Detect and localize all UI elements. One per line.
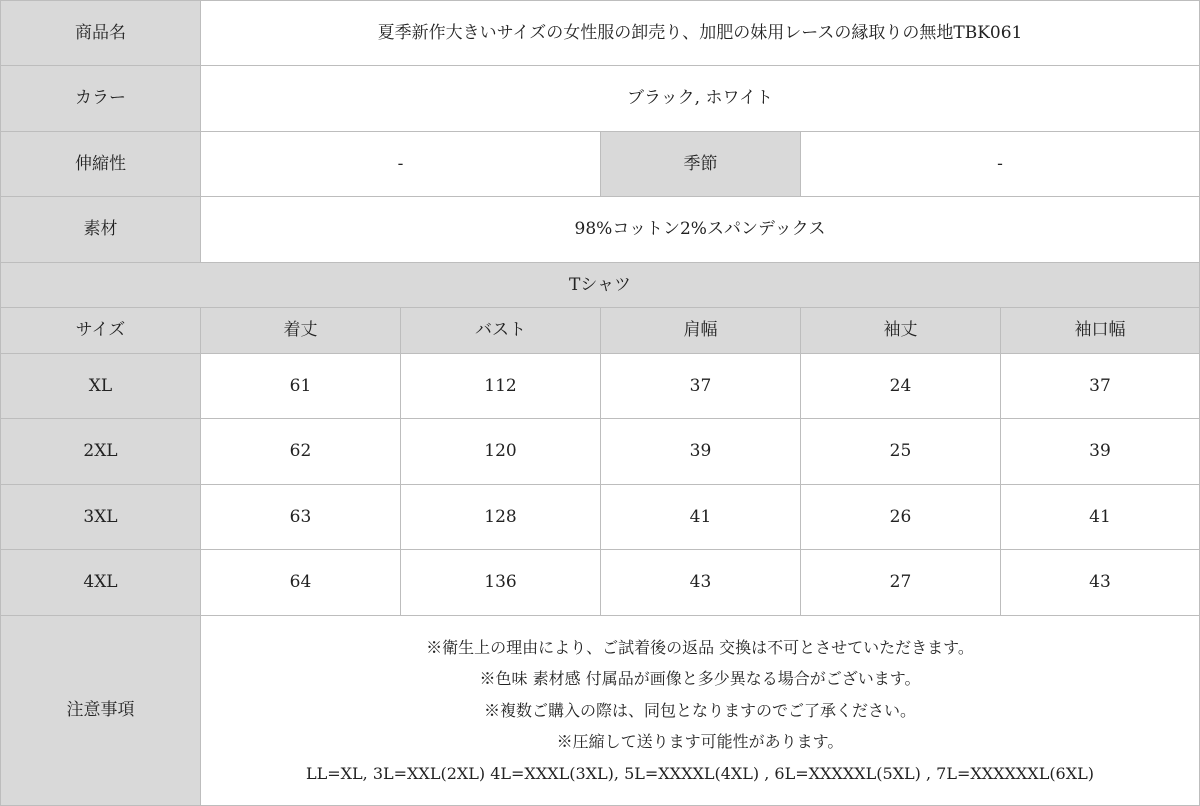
size-cell: 63	[200, 484, 401, 550]
material-value: 98%コットン2%スパンデックス	[200, 196, 1200, 263]
size-cell: 37	[600, 353, 801, 419]
size-row-label: 2XL	[0, 418, 201, 485]
size-cell: 120	[400, 418, 601, 485]
size-cell: 39	[600, 418, 801, 485]
size-table-title: Tシャツ	[0, 262, 1200, 308]
size-header-size: サイズ	[0, 307, 201, 354]
season-value: -	[800, 131, 1200, 197]
size-cell: 43	[600, 549, 801, 616]
size-cell: 64	[200, 549, 401, 616]
size-cell: 41	[600, 484, 801, 550]
size-cell: 26	[800, 484, 1001, 550]
stretch-value: -	[200, 131, 601, 197]
note-line: ※圧縮して送ります可能性があります。	[556, 732, 844, 752]
size-cell: 41	[1000, 484, 1200, 550]
size-cell: 39	[1000, 418, 1200, 485]
size-cell: 62	[200, 418, 401, 485]
size-cell: 43	[1000, 549, 1200, 616]
size-row-label: 3XL	[0, 484, 201, 550]
note-line: ※色味 素材感 付属品が画像と多少異なる場合がございます。	[479, 669, 921, 689]
size-cell: 37	[1000, 353, 1200, 419]
size-header-cuff: 袖口幅	[1000, 307, 1200, 354]
size-cell: 128	[400, 484, 601, 550]
size-conversion-note: LL=XL, 3L=XXL(2XL) 4L=XXXL(3XL), 5L=XXXXL(4XL) , 6L=XXXXXL(5XL) , 7L=XXXXXXL(6XL)	[305, 763, 1094, 783]
size-row-label: XL	[0, 353, 201, 419]
color-value: ブラック, ホワイト	[200, 65, 1200, 132]
product-name-label: 商品名	[0, 0, 201, 66]
size-cell: 25	[800, 418, 1001, 485]
size-cell: 61	[200, 353, 401, 419]
size-header-length: 着丈	[200, 307, 401, 354]
notes-content	[200, 615, 1200, 806]
size-cell: 136	[400, 549, 601, 616]
stretch-label: 伸縮性	[0, 131, 201, 197]
material-label: 素材	[0, 196, 201, 263]
note-line: ※衛生上の理由により、ご試着後の返品 交換は不可とさせていただきます。	[426, 637, 974, 657]
size-cell: 24	[800, 353, 1001, 419]
size-header-shoulder: 肩幅	[600, 307, 801, 354]
season-label: 季節	[600, 131, 801, 197]
color-label: カラー	[0, 65, 201, 132]
size-cell: 112	[400, 353, 601, 419]
size-cell: 27	[800, 549, 1001, 616]
note-line: ※複数ご購入の際は、同包となりますのでご了承ください。	[483, 700, 916, 720]
notes-label: 注意事項	[0, 615, 201, 806]
size-header-sleeve: 袖丈	[800, 307, 1001, 354]
size-header-bust: バスト	[400, 307, 601, 354]
product-name-value: 夏季新作大きいサイズの女性服の卸売り、加肥の妹用レースの縁取りの無地TBK061	[200, 0, 1200, 66]
size-row-label: 4XL	[0, 549, 201, 616]
